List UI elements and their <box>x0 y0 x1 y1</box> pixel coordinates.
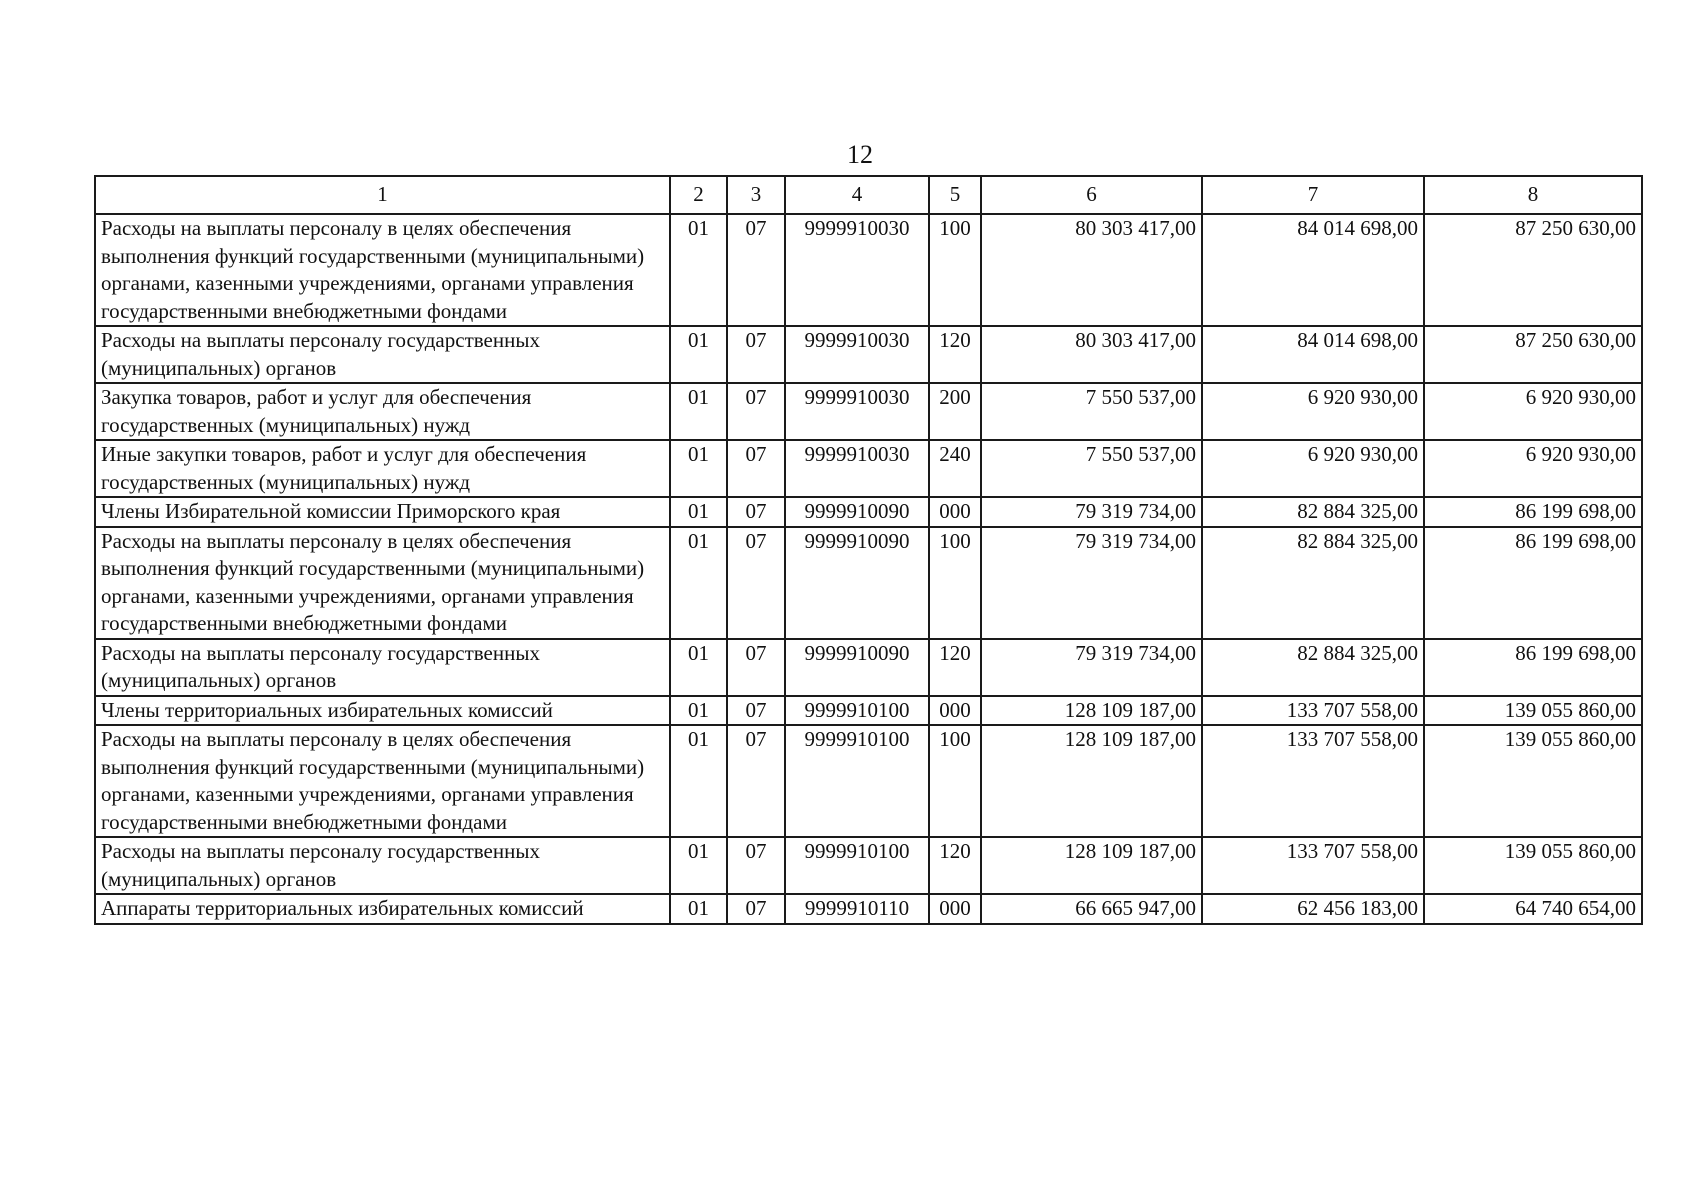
row-expense-type-code: 000 <box>929 696 981 726</box>
table-row <box>95 639 1642 696</box>
row-amount-col7: 84 014 698,00 <box>1202 214 1424 326</box>
row-target-article-code: 9999910030 <box>785 383 929 440</box>
row-subsection-code: 07 <box>727 725 785 837</box>
row-section-code: 01 <box>670 214 727 326</box>
row-amount-col6: 66 665 947,00 <box>981 894 1202 924</box>
row-description: Расходы на выплаты персоналу государственных (муниципальных) органов <box>95 326 670 383</box>
row-expense-type-code: 000 <box>929 894 981 924</box>
row-amount-col8: 86 199 698,00 <box>1424 639 1642 696</box>
row-amount-col7: 133 707 558,00 <box>1202 696 1424 726</box>
row-amount-col6: 7 550 537,00 <box>981 383 1202 440</box>
row-target-article-code: 9999910030 <box>785 440 929 497</box>
row-amount-col8: 64 740 654,00 <box>1424 894 1642 924</box>
row-amount-col7: 84 014 698,00 <box>1202 326 1424 383</box>
row-expense-type-code: 120 <box>929 639 981 696</box>
row-subsection-code: 07 <box>727 837 785 894</box>
row-subsection-code: 07 <box>727 326 785 383</box>
row-subsection-code: 07 <box>727 527 785 639</box>
row-description: Члены Избирательной комиссии Приморского края <box>95 497 670 527</box>
row-section-code: 01 <box>670 527 727 639</box>
table-row <box>95 837 1642 894</box>
row-amount-col7: 6 920 930,00 <box>1202 383 1424 440</box>
row-section-code: 01 <box>670 497 727 527</box>
header-cell: 5 <box>929 176 981 214</box>
row-subsection-code: 07 <box>727 214 785 326</box>
row-expense-type-code: 100 <box>929 725 981 837</box>
row-amount-col8: 87 250 630,00 <box>1424 326 1642 383</box>
row-amount-col8: 86 199 698,00 <box>1424 497 1642 527</box>
table-row <box>95 214 1642 326</box>
row-description: Закупка товаров, работ и услуг для обеспечения государственных (муниципальных) нужд <box>95 383 670 440</box>
row-expense-type-code: 120 <box>929 837 981 894</box>
row-target-article-code: 9999910100 <box>785 725 929 837</box>
row-expense-type-code: 200 <box>929 383 981 440</box>
row-description: Расходы на выплаты персоналу в целях обеспечения выполнения функций государственными (муниципальными) органами, казенными учреждениями, органами управления государственными внебюджетными фондами <box>95 725 670 837</box>
table-row <box>95 894 1642 924</box>
row-amount-col7: 133 707 558,00 <box>1202 837 1424 894</box>
row-description: Расходы на выплаты персоналу государственных (муниципальных) органов <box>95 639 670 696</box>
row-amount-col8: 139 055 860,00 <box>1424 725 1642 837</box>
row-expense-type-code: 240 <box>929 440 981 497</box>
row-target-article-code: 9999910100 <box>785 696 929 726</box>
row-amount-col8: 87 250 630,00 <box>1424 214 1642 326</box>
row-target-article-code: 9999910090 <box>785 639 929 696</box>
row-expense-type-code: 000 <box>929 497 981 527</box>
row-subsection-code: 07 <box>727 894 785 924</box>
table-row <box>95 725 1642 837</box>
row-description: Расходы на выплаты персоналу в целях обеспечения выполнения функций государственными (муниципальными) органами, казенными учреждениями, органами управления государственными внебюджетными фондами <box>95 214 670 326</box>
row-target-article-code: 9999910110 <box>785 894 929 924</box>
header-cell: 1 <box>95 176 670 214</box>
row-section-code: 01 <box>670 326 727 383</box>
row-description: Расходы на выплаты персоналу государственных (муниципальных) органов <box>95 837 670 894</box>
header-cell: 7 <box>1202 176 1424 214</box>
row-amount-col7: 82 884 325,00 <box>1202 527 1424 639</box>
header-cell: 4 <box>785 176 929 214</box>
row-amount-col6: 128 109 187,00 <box>981 837 1202 894</box>
row-amount-col7: 82 884 325,00 <box>1202 497 1424 527</box>
row-target-article-code: 9999910100 <box>785 837 929 894</box>
row-amount-col7: 62 456 183,00 <box>1202 894 1424 924</box>
header-cell: 3 <box>727 176 785 214</box>
row-subsection-code: 07 <box>727 383 785 440</box>
table-row <box>95 326 1642 383</box>
table-header-row <box>95 176 1642 214</box>
page-number: 12 <box>847 140 873 169</box>
row-description: Члены территориальных избирательных комиссий <box>95 696 670 726</box>
header-cell: 8 <box>1424 176 1642 214</box>
row-amount-col8: 86 199 698,00 <box>1424 527 1642 639</box>
row-subsection-code: 07 <box>727 639 785 696</box>
row-target-article-code: 9999910090 <box>785 497 929 527</box>
row-amount-col6: 7 550 537,00 <box>981 440 1202 497</box>
row-subsection-code: 07 <box>727 497 785 527</box>
row-amount-col7: 133 707 558,00 <box>1202 725 1424 837</box>
row-section-code: 01 <box>670 837 727 894</box>
row-amount-col6: 79 319 734,00 <box>981 639 1202 696</box>
row-amount-col6: 80 303 417,00 <box>981 214 1202 326</box>
budget-table <box>94 175 1643 925</box>
row-amount-col6: 79 319 734,00 <box>981 527 1202 639</box>
row-section-code: 01 <box>670 725 727 837</box>
row-target-article-code: 9999910090 <box>785 527 929 639</box>
row-target-article-code: 9999910030 <box>785 214 929 326</box>
table-row <box>95 497 1642 527</box>
row-amount-col8: 6 920 930,00 <box>1424 440 1642 497</box>
row-amount-col6: 128 109 187,00 <box>981 696 1202 726</box>
row-amount-col6: 80 303 417,00 <box>981 326 1202 383</box>
row-subsection-code: 07 <box>727 696 785 726</box>
row-description: Расходы на выплаты персоналу в целях обеспечения выполнения функций государственными (муниципальными) органами, казенными учреждениями, органами управления государственными внебюджетными фондами <box>95 527 670 639</box>
row-section-code: 01 <box>670 894 727 924</box>
row-target-article-code: 9999910030 <box>785 326 929 383</box>
row-amount-col7: 82 884 325,00 <box>1202 639 1424 696</box>
table-row <box>95 383 1642 440</box>
table-row <box>95 527 1642 639</box>
row-description: Иные закупки товаров, работ и услуг для обеспечения государственных (муниципальных) нужд <box>95 440 670 497</box>
row-section-code: 01 <box>670 639 727 696</box>
row-subsection-code: 07 <box>727 440 785 497</box>
row-amount-col8: 6 920 930,00 <box>1424 383 1642 440</box>
row-section-code: 01 <box>670 440 727 497</box>
row-section-code: 01 <box>670 696 727 726</box>
row-amount-col8: 139 055 860,00 <box>1424 837 1642 894</box>
row-amount-col6: 79 319 734,00 <box>981 497 1202 527</box>
row-expense-type-code: 100 <box>929 214 981 326</box>
header-cell: 6 <box>981 176 1202 214</box>
row-amount-col6: 128 109 187,00 <box>981 725 1202 837</box>
row-description: Аппараты территориальных избирательных комиссий <box>95 894 670 924</box>
table-row <box>95 440 1642 497</box>
row-expense-type-code: 120 <box>929 326 981 383</box>
row-section-code: 01 <box>670 383 727 440</box>
row-amount-col7: 6 920 930,00 <box>1202 440 1424 497</box>
header-cell: 2 <box>670 176 727 214</box>
table-row <box>95 696 1642 726</box>
row-expense-type-code: 100 <box>929 527 981 639</box>
row-amount-col8: 139 055 860,00 <box>1424 696 1642 726</box>
